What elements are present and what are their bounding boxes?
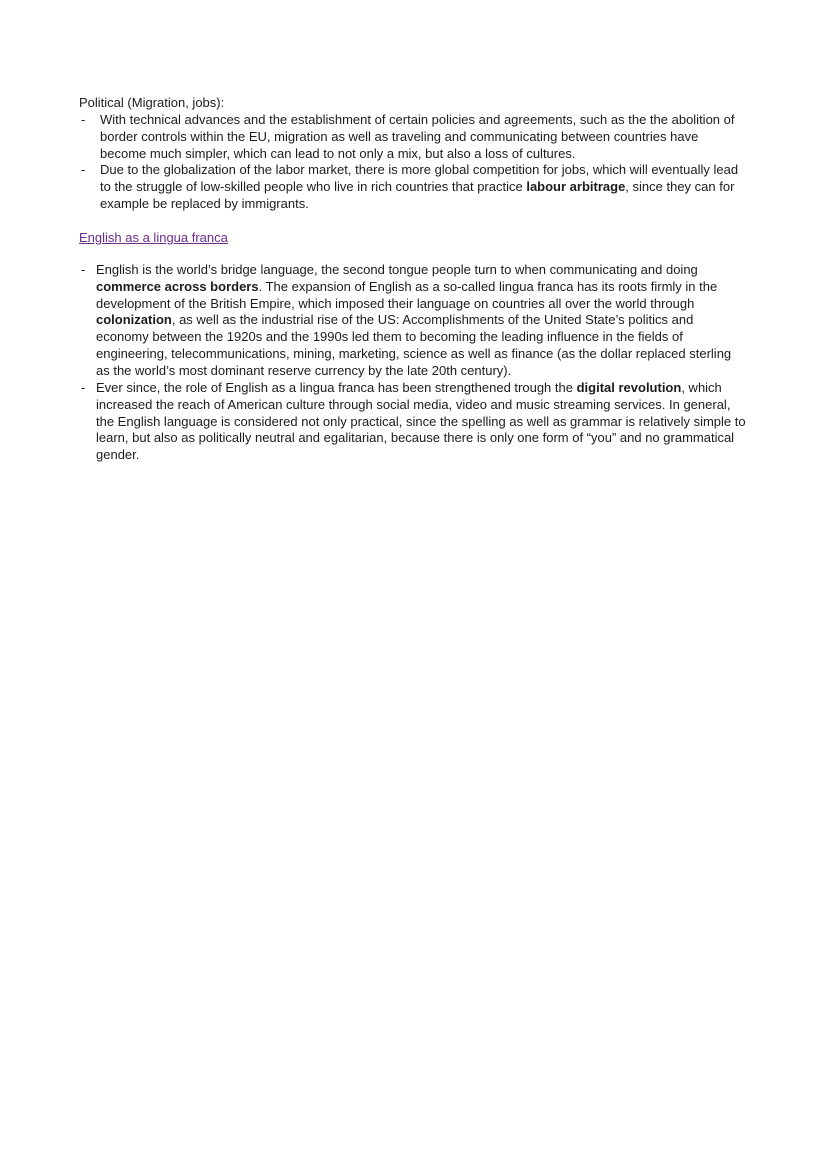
bullet-migration	[100, 112, 740, 162]
link-english-lingua-franca[interactable]: English as a lingua franca	[79, 230, 228, 245]
bullet-text: Ever since, the role of English as a lingua franca has been strengthened trough the	[96, 380, 577, 395]
bullet-dash: -	[81, 162, 86, 177]
bullet-bridge-language	[96, 262, 746, 380]
bullet-dash: -	[81, 262, 86, 277]
bullet-text: , since they can for example be replaced by immigrants.	[100, 178, 735, 211]
bullet-labor-market	[100, 162, 740, 212]
bullet-text: . The expansion of English as a so-called lingua franca has its roots firmly in the development of the British Empire, which imposed their language on countries all over the world through	[96, 278, 718, 311]
section-heading-political: Political (Migration, jobs):	[79, 95, 225, 110]
bold-term-commerce-across-borders: commerce across borders	[96, 278, 259, 294]
bullet-dash: -	[81, 112, 86, 127]
bullet-text: With technical advances and the establishment of certain policies and agreements, such as the the abolition of border controls within the EU, migration as well as traveling and communicating between countries have become much simpler, which can lead to not only a mix, but also a loss of cultures.	[100, 112, 735, 161]
bullet-text: English is the world’s bridge language, the second tongue people turn to when communicating and doing	[96, 262, 698, 277]
bullet-text: , as well as the industrial rise of the US: Accomplishments of the United State’s politics and economy between the 1920s and the 1990s led them to becoming the leading influence in the fields of engineering, telecommunications, mining, marketing, science as well as finance (as the dollar replaced sterling as the world’s most dominant reserve currency by the late 20th century).	[96, 312, 732, 378]
bold-term-labour-arbitrage: labour arbitrage	[526, 178, 626, 194]
bullet-text: , which increased the reach of American culture through social media, video and music streaming services. In general, the English language is considered not only practical, since the spelling as well as grammar is relatively simple to learn, but also as politically neutral and egalitarian, because there is only one form of “you” and no grammatical gender.	[96, 380, 746, 463]
bold-term-digital-revolution: digital revolution	[576, 380, 682, 395]
bullet-dash: -	[81, 380, 86, 395]
bullet-text: Due to the globalization of the labor market, there is more global competition for jobs, which will eventually lead to the struggle of low-skilled people who live in rich countries that practice	[100, 162, 739, 194]
bullet-digital-revolution	[96, 380, 746, 464]
bold-term-colonization: colonization	[96, 312, 172, 328]
